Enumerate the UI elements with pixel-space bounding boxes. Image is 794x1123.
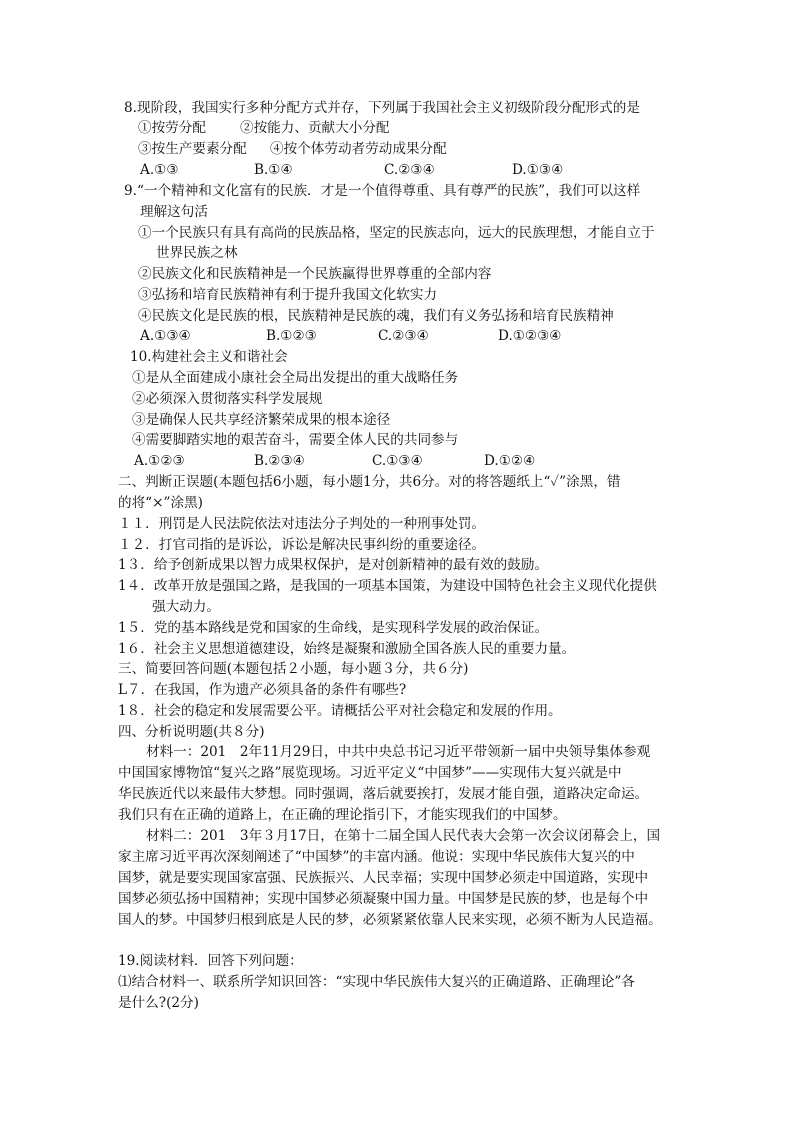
q14-cont: 强大动力。 (152, 599, 220, 615)
q14: 1４．改革开放是强国之路，是我国的一项基本国策，为建设中国特色社会主义现代化提供 (118, 578, 657, 594)
q8-option-a: A.①③ (140, 162, 179, 178)
q9-stem-line1: 9.“一个精神和文化富有的民族．才是一个值得尊重、具有尊严的民族”，我们可以这样 (124, 183, 641, 199)
q10-options (134, 451, 614, 471)
material2-line2: 家主席习近平再次深刻阐述了“中国梦”的丰富内涵。他说：实现中华民族伟大复兴的中 (118, 849, 635, 865)
q10-option-a: A.①②③ (134, 453, 185, 469)
q8-stem: 8.现阶段，我国实行多种分配方式并存，下列属于我国社会主义初级阶段分配形式的是 (124, 100, 640, 116)
material1-line1: 材料一：201 2年11月29日，中共中央总书记习近平带领新一届中央领导集体参观 (146, 744, 651, 760)
q9-item-2: ②民族文化和民族精神是一个民族赢得世界尊重的全部内容 (138, 266, 492, 282)
q9-item-1: ①一个民族只有具有高尚的民族品格，坚定的民族志向，远大的民族理想，才能自立于 (138, 225, 655, 241)
q10-item-2: ②必须深入贯彻落实科学发展规 (132, 391, 323, 407)
q12: １２．打官司指的是诉讼，诉讼是解决民事纠纷的重要途径。 (118, 537, 486, 553)
section4-heading: 四、分析说明题(共８分) (118, 724, 265, 740)
q10-item-3: ③是确保人民共享经济繁荣成果的根本途径 (132, 412, 391, 428)
q11: １１．刑罚是人民法院依法对违法分子判处的一种刑事处罚。 (118, 516, 486, 532)
q8-item-1: ①按劳分配 (138, 120, 206, 136)
material1-line2: 中国国家博物馆“复兴之路”展览现场。习近平定义“中国梦”——实现伟大复兴就是中 (118, 765, 622, 781)
q8-options (140, 160, 620, 180)
q8-option-d: D.①③④ (512, 162, 564, 178)
q10-option-c: C.①③④ (372, 453, 423, 469)
q8-item-4: ④按个体劳动者劳动成果分配 (270, 141, 447, 157)
section3-heading: 三、简要回答问题(本题包括２小题，每小题３分，共６分) (118, 661, 469, 677)
q17: L７．在我国，作为遗产必须具备的条件有哪些? (118, 682, 407, 698)
section2-heading-line1: 二、判断正误题(本题包括6小题，每小题1分，共6分。对的将答题纸上“✓”涂黑，错 (118, 474, 621, 490)
q13: 1３．给予创新成果以智力成果权保护，是对创新精神的最有效的鼓励。 (118, 557, 549, 573)
q9-stem-line2: 理解这句活 (140, 204, 208, 220)
q18: 1８．社会的稳定和发展需要公平。请概括公平对社会稳定和发展的作用。 (118, 703, 562, 719)
q19-stem: 19.阅读材料．回答下列问题： (118, 953, 303, 969)
q9-option-c: C.②③④ (378, 328, 429, 344)
material2-line4: 国梦必须弘扬中国精神；实现中国梦必须凝聚中国力量。中国梦是民族的梦，也是每个中 (118, 891, 649, 907)
q10-item-4: ④需要脚踏实地的艰苦奋斗，需要全体人民的共同参与 (132, 432, 459, 448)
q9-option-b: B.①②③ (266, 328, 317, 344)
q9-options (140, 326, 620, 346)
q9-option-d: D.①②③④ (498, 328, 562, 344)
q8-option-b: B.①④ (254, 162, 293, 178)
q8-item-3: ③按生产要素分配 (138, 141, 247, 157)
q9-option-a: A.①③④ (140, 328, 191, 344)
q8-items-row2 (138, 139, 538, 159)
q10-stem: 10.构建社会主义和谐社会 (130, 349, 288, 365)
q8-item-2: ②按能力、贡献大小分配 (240, 120, 390, 136)
material2-line5: 国人的梦。中国梦归根到底是人民的梦，必须紧紧依靠人民来实现，必须不断为人民造福。 (118, 912, 662, 928)
q10-option-b: B.②③④ (254, 453, 305, 469)
q8-option-c: C.②③④ (384, 162, 435, 178)
q10-item-1: ①是从全面建成小康社会全局出发提出的重大战略任务 (132, 370, 459, 386)
q19-sub1-line2: 是什么?(2分) (118, 995, 199, 1011)
q10-option-d: D.①②④ (484, 453, 536, 469)
material1-line3: 华民族近代以来最伟大梦想。同时强调，落后就要挨打，发展才能自强，道路决定命运。 (118, 786, 649, 802)
section2-heading-line2: 的将“×”涂黑) (118, 495, 203, 511)
material2-line1: 材料二：201 3年３月17日，在第十二届全国人民代表大会第一次会议闭幕会上，国 (146, 828, 661, 844)
q15: 1５．党的基本路线是党和国家的生命线，是实现科学发展的政治保证。 (118, 620, 549, 636)
q19-sub1-line1: ⑴结合材料一、联系所学知识回答：“实现中华民族伟大复兴的正确道路、正确理论”各 (118, 974, 635, 990)
material1-line4: 我们只有在正确的道路上，在正确的理论指引下，才能实现我们的中国梦。 (118, 807, 567, 823)
q16: 1６．社会主义思想道德建设，始终是凝聚和激励全国各族人民的重要力量。 (118, 641, 576, 657)
q9-item-1-cont: 世界民族之林 (156, 245, 238, 261)
q9-item-4: ④民族文化是民族的根，民族精神是民族的魂，我们有义务弘扬和培育民族精神 (138, 308, 614, 324)
material2-line3: 国梦，就是要实现国家富强、民族振兴、人民幸福；实现中国梦必须走中国道路，实现中 (118, 870, 649, 886)
q8-items-row1 (138, 118, 538, 138)
q9-item-3: ③弘扬和培育民族精神有利于提升我国文化软实力 (138, 287, 438, 303)
